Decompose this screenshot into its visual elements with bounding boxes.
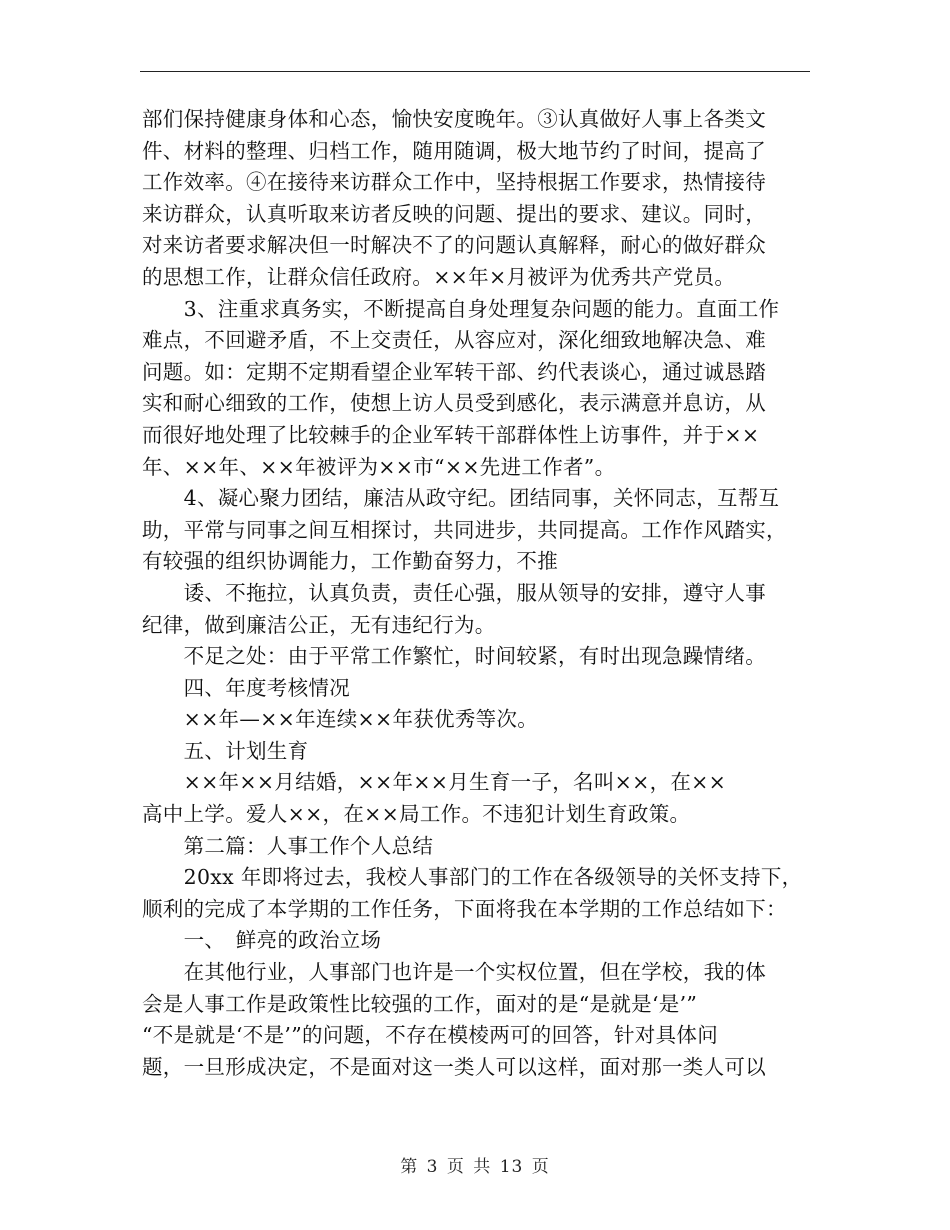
page-total: 13 [499, 1157, 524, 1177]
text-line: ××年—××年连续××年获优秀等次。 [142, 707, 539, 732]
header-rule [140, 71, 810, 72]
text-line: 高中上学。爱人××，在××局工作。不违犯计划生育政策。 [142, 802, 691, 827]
text-line: 不足之处：由于平常工作繁忙，时间较紧，有时出现急躁情绪。 [142, 644, 766, 669]
text-line: 助，平常与同事之间互相探讨，共同进步，共同提高。工作作风踏实， [142, 517, 787, 542]
chapter-heading: 第二篇：人事工作个人总结 [142, 833, 434, 858]
text-line: 3、注重求真务实，不断提高自身处理复杂问题的能力。直面工作 [142, 296, 780, 321]
text-line: 在其他行业，人事部门也许是一个实权位置，但在学校，我的体 [142, 960, 766, 985]
text-line: 顺利的完成了本学期的工作任务，下面将我在本学期的工作总结如下： [142, 896, 787, 921]
text-line: 的思想工作，让群众信任政府。××年×月被评为优秀共产党员。 [142, 264, 736, 289]
text-line: 会是人事工作是政策性比较强的工作，面对的是“是就是‘是’” [142, 991, 698, 1016]
text-line: 件、材料的整理、归档工作，随用随调，极大地节约了时间，提高了 [142, 138, 766, 163]
text-line: 工作效率。④在接待来访群众工作中，坚持根据工作要求，热情接待 [142, 170, 766, 195]
text-line: 有较强的组织协调能力，工作勤奋努力，不推 [142, 549, 558, 574]
text-line: “不是就是‘不是’”的问题，不存在模棱两可的回答，针对具体问 [142, 1023, 718, 1048]
section-heading: 四、年度考核情况 [142, 675, 350, 700]
footer-suffix: 页 [531, 1157, 550, 1177]
section-heading: 五、计划生育 [142, 738, 309, 763]
text-line: 部们保持健康身体和心态，愉快安度晚年。③认真做好人事上各类文 [142, 107, 766, 131]
text-line: 难点，不回避矛盾，不上交责任，从容应对，深化细致地解决急、难 [142, 328, 766, 353]
text-line: 题，一旦形成决定，不是面对这一类人可以这样，面对那一类人可以 [142, 1054, 766, 1079]
text-line: 诿、不拖拉，认真负责，责任心强，服从领导的安排，遵守人事 [142, 580, 766, 605]
section-heading: 一、 鲜亮的政治立场 [142, 928, 382, 953]
text-line: 问题。如：定期不定期看望企业军转干部、约代表谈心，通过诚恳踏 [142, 359, 766, 384]
document-body [142, 104, 812, 1083]
footer-page-word: 页 [446, 1157, 465, 1177]
page-footer [0, 1152, 950, 1177]
text-line: 20xx 年即将过去，我校人事部门的工作在各级领导的关怀支持下， [142, 865, 803, 890]
page-number: 3 [426, 1157, 439, 1177]
text-line: 纪律，做到廉洁公正，无有违纪行为。 [142, 612, 496, 637]
footer-prefix: 第 [400, 1157, 419, 1177]
text-line: 而很好地处理了比较棘手的企业军转干部群体性上访事件，并于×× [142, 422, 760, 447]
text-line: ××年××月结婚，××年××月生育一子，名叫××，在×× [142, 770, 727, 795]
text-line: 年、××年、××年被评为××市“××先进工作者”。 [142, 454, 616, 479]
text-line: 实和耐心细致的工作，使想上访人员受到感化，表示满意并息访，从 [142, 391, 766, 416]
text-line: 对来访者要求解决但一时解决不了的问题认真解释，耐心的做好群众 [142, 233, 766, 258]
text-line: 4、凝心聚力团结，廉洁从政守纪。团结同事，关怀同志，互帮互 [142, 486, 780, 511]
text-line: 来访群众，认真听取来访者反映的问题、提出的要求、建议。同时， [142, 201, 766, 226]
footer-total-word: 共 [473, 1157, 492, 1177]
